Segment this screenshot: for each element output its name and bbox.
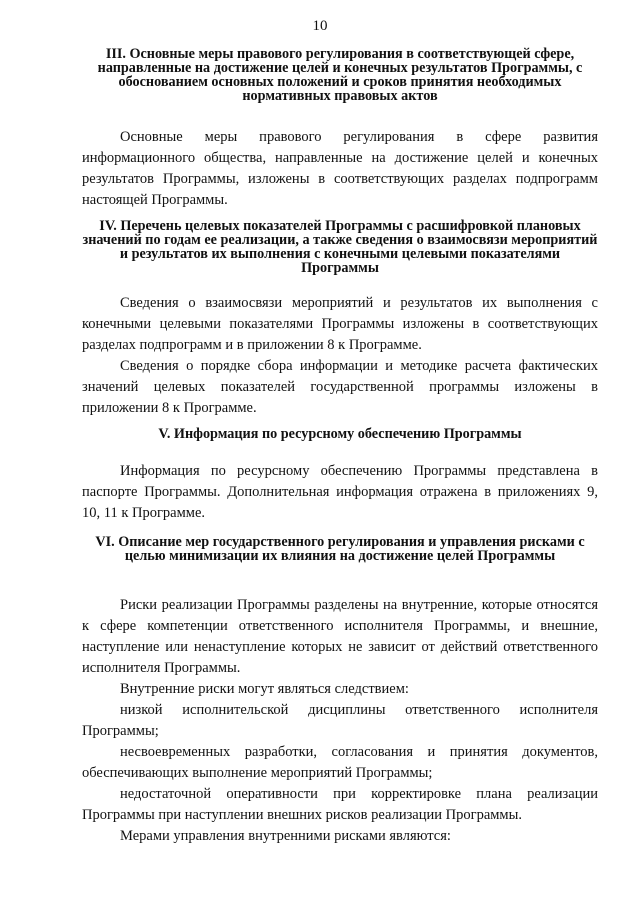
section-5-body	[82, 461, 598, 524]
section-6-paragraph: недостаточной оперативности при корректировке плана реализации Программы при наступлении внешних рисков реализации Программы.	[82, 786, 598, 823]
section-3-body	[82, 127, 598, 211]
section-4-paragraph: Сведения о взаимосвязи мероприятий и результатов их выполнения с конечными целевыми показателями Программы изложены в соответствующих разделах подпрограмм и в приложении 8 к Программе.	[82, 295, 598, 353]
section-3-heading: III. Основные меры правового регулирования в соответствующей сфере, направленные на достижение целей и конечных результатов Программы, с обоснованием основных положений и сроков принятия необходимых нормативных правовых актов	[97, 46, 583, 104]
section-4-body	[82, 293, 598, 419]
section-6-paragraph: низкой исполнительской дисциплины ответственного исполнителя Программы;	[82, 702, 598, 739]
section-5-heading: V. Информация по ресурсному обеспечению Программы	[158, 426, 522, 442]
section-6-paragraph: Мерами управления внутренними рисками являются:	[120, 828, 451, 844]
section-5-paragraph: Информация по ресурсному обеспечению Программы представлена в паспорте Программы. Дополнительная информация отражена в приложениях 9, 10, 11 к Программе.	[82, 463, 598, 521]
section-3-paragraph: Основные меры правового регулирования в сфере развития информационного общества, направленные на достижение целей и конечных результатов Программы, изложены в соответствующих разделах подпрограмм настоящей Программы.	[82, 129, 598, 208]
section-6-paragraph: Риски реализации Программы разделены на внутренние, которые относятся к сфере компетенции ответственного исполнителя Программы, и внешние, наступление или ненаступление которых не зависит от действий ответственного исполнителя Программы.	[82, 597, 598, 676]
section-6-heading: VI. Описание мер государственного регулирования и управления рисками с целью минимизации их влияния на достижение целей Программы	[95, 534, 585, 564]
section-4-heading: IV. Перечень целевых показателей Программы с расшифровкой плановых значений по годам ее реализации, а также сведения о взаимосвязи мероприятий и результатов их выполнения с конечными целевыми показателями Программы	[82, 218, 598, 276]
section-4-paragraph: Сведения о порядке сбора информации и методике расчета фактических значений целевых показателей государственной программы изложены в приложении 8 к Программе.	[82, 358, 598, 416]
section-6-body	[82, 595, 598, 847]
page-number: 10	[312, 18, 328, 34]
section-6-paragraph: несвоевременных разработки, согласования и принятия документов, обеспечивающих выполнение мероприятий Программы;	[82, 744, 598, 781]
section-6-paragraph: Внутренние риски могут являться следствием:	[120, 681, 409, 697]
